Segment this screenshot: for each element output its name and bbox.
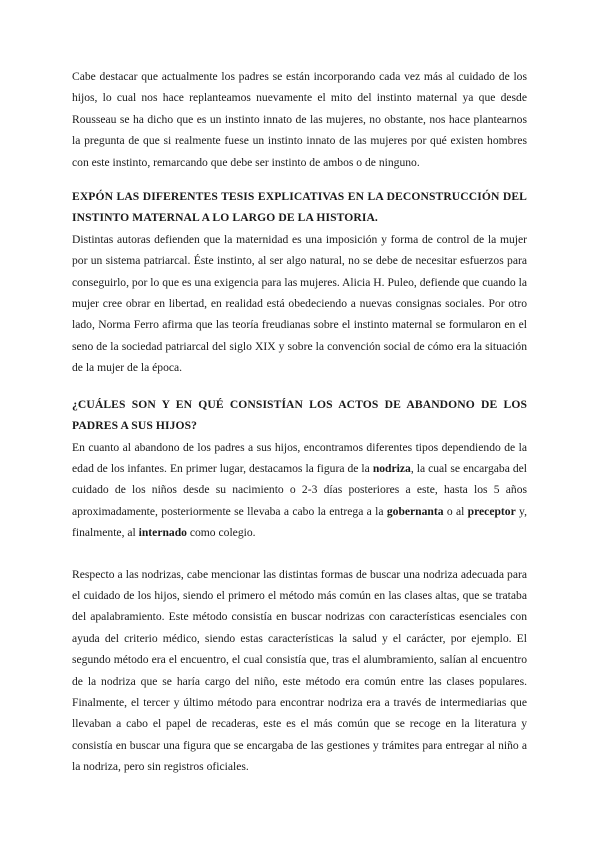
spacer bbox=[72, 544, 527, 564]
paragraph-intro: Cabe destacar que actualmente los padres se están incorporando cada vez más al cuidado de los hijos, lo cual nos hace replanteamos nuevamente el mito del instinto maternal ya que desde Rousseau se ha dicho que es un instinto innato de las mujeres, no obstante, nos hace plantearnos la pregunta de que si realmente fuese un instinto innato de las mujeres por qué existen hombres con este instinto, remarcando que debe ser instinto de ambos o de ninguno. bbox=[72, 70, 527, 169]
section-heading-thesis: EXPÓN LAS DIFERENTES TESIS EXPLICATIVAS EN LA DECONSTRUCCIÓN DEL INSTINTO MATERNAL A LO LARGO DE LA HISTORIA. bbox=[72, 190, 527, 225]
document-page bbox=[72, 66, 527, 778]
bold-term-gobernanta: gobernanta bbox=[386, 504, 444, 518]
spacer bbox=[72, 379, 527, 394]
paragraph-thesis: Distintas autoras defienden que la maternidad es una imposición y forma de control de la mujer por un sistema patriarcal. Éste instinto, al ser algo natural, no se debe de necesitar esfuerzos para conseguirlo, por lo que es una exigencia para las mujeres. Alicia H. Puleo, defiende que cuando la mujer cree obrar en libertad, en realidad está obedeciendo a nuevas consignas sociales. Por otro lado, Norma Ferro afirma que las teoría freudianas sobre el instinto maternal se formularon en el seno de la sociedad patriarcal del siglo XIX y sobre la convención social de cómo era la situación de la mujer de la época. bbox=[72, 232, 527, 375]
bold-term-nodriza: nodriza bbox=[372, 461, 411, 475]
spacer bbox=[72, 173, 527, 186]
text-run: o al bbox=[443, 504, 468, 518]
paragraph-nodrizas: Respecto a las nodrizas, cabe mencionar las distintas formas de buscar una nodriza adecuada para el cuidado de los hijos, siendo el primero el método más común en las clases altas, que se trataba del apalabramiento. Este método consistía en buscar nodrizas con características esenciales con ayuda del criterio médico, siendo estas características la salud y el carácter, por ejemplo. El segundo método era el encuentro, el cual consistía que, tras el alumbramiento, salían al encuentro de la nodriza que se haría cargo del niño, este método era común entre las clases populares. Finalmente, el tercer y último método para encontrar nodriza era a través de intermediarias que llevaban a cabo el papel de recaderas, este es el más común que se recoge en la literatura y consistía en buscar una figura que se encargaba de las gestiones y trámites para entregar al niño a la nodriza, pero sin registros oficiales. bbox=[72, 567, 527, 774]
section-heading-abandonment: ¿CUÁLES SON Y EN QUÉ CONSISTÍAN LOS ACTOS DE ABANDONO DE LOS PADRES A SUS HIJOS? bbox=[72, 397, 527, 433]
bold-term-internado: internado bbox=[138, 526, 187, 540]
text-run: y, finalmente, al bbox=[72, 504, 527, 540]
text-run: En cuanto al abandono de los padres a sus hijos, encontramos diferentes tipos dependiendo de la edad de los infantes. En primer lugar, destacamos la figura de la bbox=[72, 440, 527, 475]
text-run: como colegio. bbox=[186, 526, 256, 540]
paragraph-abandonment bbox=[72, 437, 527, 544]
bold-term-preceptor: preceptor bbox=[467, 504, 516, 518]
text-run: , la cual se encargaba del cuidado de los niños desde su nacimiento o 2-3 días posteriores a este, hasta los 5 años aproximadamente, posteriormente se llevaba a cabo la entrega a la bbox=[72, 461, 527, 518]
